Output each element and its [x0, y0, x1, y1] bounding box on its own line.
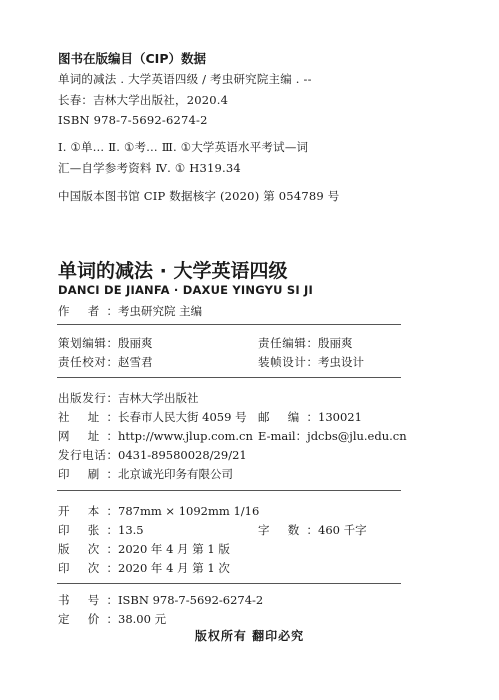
responsible-editor-label: 责任编辑：	[258, 336, 318, 350]
divider-2	[57, 377, 401, 378]
cip-line-2: 长春：吉林大学出版社，2020.4	[58, 93, 229, 107]
edition-value: 2020 年 4 月 第 1 版	[118, 542, 230, 556]
format-value: 787mm × 1092mm 1/16	[118, 504, 260, 518]
planning-editor-row	[58, 335, 153, 351]
publisher-value: 吉林大学出版社	[118, 391, 199, 405]
designer-row	[258, 354, 364, 370]
printer-value: 北京诚光印务有限公司	[118, 467, 233, 481]
cip-line-3: ISBN 978-7-5692-6274-2	[58, 113, 208, 127]
phone-value: 0431-89580028/29/21	[118, 448, 247, 462]
planning-editor-value: 殷丽爽	[118, 336, 153, 350]
website-value: http://www.jlup.com.cn	[118, 429, 253, 443]
sheets-row	[58, 522, 144, 538]
rights-notice: 版权所有 翻印必究	[194, 629, 305, 643]
designer-label: 装帧设计：	[258, 355, 318, 369]
website-label: 网 址：	[58, 429, 118, 443]
author-label: 作 者：	[58, 304, 118, 318]
address-value: 长春市人民大街 4059 号	[118, 410, 247, 424]
cip-line-1: 单词的减法 . 大学英语四级 / 考虫研究院主编 . --	[58, 72, 312, 86]
zipcode-row	[258, 409, 362, 425]
printer-row	[58, 466, 233, 482]
cip-line-5: 汇—自学参考资料 Ⅳ. ① H319.34	[58, 161, 241, 175]
edition-row	[58, 541, 230, 557]
email-row	[258, 428, 407, 444]
address-label: 社 址：	[58, 410, 118, 424]
edition-label: 版 次：	[58, 542, 118, 556]
word-count-label: 字 数：	[258, 523, 318, 537]
address-row	[58, 409, 247, 425]
divider-3	[57, 490, 401, 491]
cip-line-6: 中国版本图书馆 CIP 数据核字 (2020) 第 054789 号	[58, 189, 340, 203]
divider-4	[57, 583, 401, 584]
sheets-label: 印 张：	[58, 523, 118, 537]
proofreader-row	[58, 354, 153, 370]
proofreader-value: 赵雪君	[118, 355, 153, 369]
isbn-label: 书 号：	[58, 593, 118, 607]
email-label: E-mail：	[258, 429, 308, 443]
phone-row	[58, 447, 247, 463]
phone-label: 发行电话：	[58, 448, 118, 462]
zipcode-label: 邮 编：	[258, 410, 318, 424]
cip-line-4: Ⅰ. ①单… Ⅱ. ①考… Ⅲ. ①大学英语水平考试—词	[58, 140, 309, 154]
publisher-row	[58, 390, 199, 406]
isbn-value: ISBN 978-7-5692-6274-2	[118, 593, 264, 607]
word-count-row	[258, 522, 367, 538]
publisher-label: 出版发行：	[58, 391, 118, 405]
word-count-value: 460 千字	[318, 523, 367, 537]
designer-value: 考虫设计	[318, 355, 364, 369]
printing-value: 2020 年 4 月 第 1 次	[118, 561, 230, 575]
book-title: 单词的减法 · 大学英语四级	[58, 260, 288, 282]
planning-editor-label: 策划编辑：	[58, 336, 118, 350]
printing-label: 印 次：	[58, 561, 118, 575]
price-value: 38.00 元	[118, 612, 167, 626]
format-label: 开 本：	[58, 504, 118, 518]
author-row	[58, 303, 202, 319]
price-row	[58, 611, 166, 627]
format-row	[58, 503, 259, 519]
proofreader-label: 责任校对：	[58, 355, 118, 369]
website-row	[58, 428, 253, 444]
isbn-row	[58, 592, 263, 608]
book-pinyin: DANCI DE JIANFA · DAXUE YINGYU SI JI	[58, 283, 314, 297]
responsible-editor-value: 殷丽爽	[318, 336, 353, 350]
printing-row	[58, 560, 230, 576]
divider-1	[57, 324, 401, 325]
author-value: 考虫研究院 主编	[118, 304, 203, 318]
responsible-editor-row	[258, 335, 353, 351]
email-value: jdcbs@jlu.edu.cn	[307, 429, 407, 443]
sheets-value: 13.5	[118, 523, 144, 537]
cip-heading: 图书在版编目（CIP）数据	[58, 51, 206, 66]
price-label: 定 价：	[58, 612, 118, 626]
zipcode-value: 130021	[318, 410, 362, 424]
printer-label: 印 刷：	[58, 467, 118, 481]
